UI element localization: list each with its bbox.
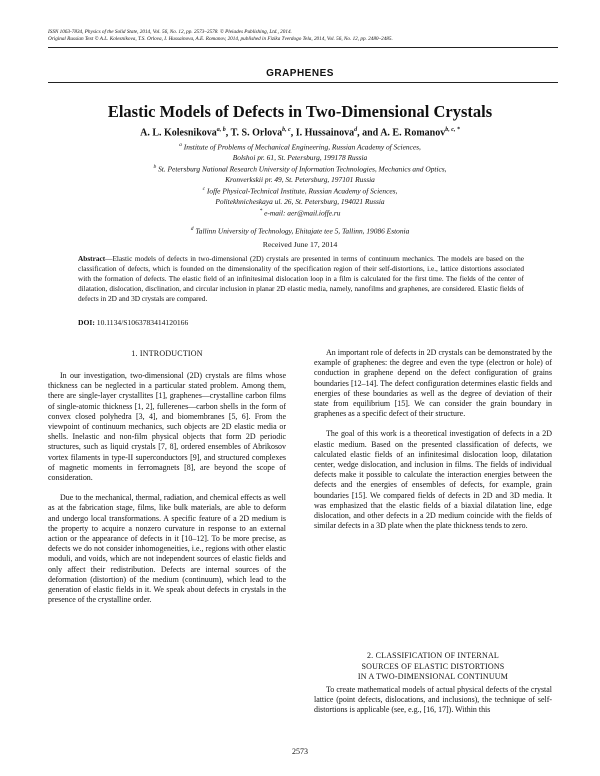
paragraph: An important role of defects in 2D crystals can be demonstrated by the example of graphenes: the degree and even the type (electron or hole) of conduction in graphene depend on the defect configuration of grains boundaries [12–14]. The defect configuration determines elastic fields and energies of these boundaries as well as the degree of deviation of their state from equilibrium [15]. We can consider the grain boundary in graphenes as a specific defect of their structure. [314, 348, 552, 419]
heading-line: 2. CLASSIFICATION OF INTERNAL [366, 651, 500, 660]
paragraph: Due to the mechanical, thermal, radiation, and chemical effects as well as at the fabrication stage, films, like bulk materials, are able to deform and undergo local transformations. A specific feature of a 2D medium is the property to acquire a nonzero curvature in response to an external action or the appearance of defects in it [10–12]. To be more precise, as defects we do not consider inhomogeneities, i.e., regions with other elastic moduli, and voids, which are not independent sources of elastic fields and only affect their redistribution. Defects are internal sources of the deformation (distortion) of the medium (continuum), which lead to the generation of elastic fields in it. We speak about defects in crystals in the presence of the crystalline order. [48, 493, 286, 605]
heading-line: IN A TWO-DIMENSIONAL CONTINUUM [357, 672, 509, 681]
journal-header-line-2: Original Russian Text © A.L. Kolesnikova, T.S. Orlova, I. Hussainova, A.E. Romanov, 2014, published in Fizika Tverdogo Tela, 2014, Vol. 56, No. 12, pp. 2480–2485. [48, 36, 393, 42]
header-rule [48, 47, 558, 48]
author-affiliation-marker: a, b [216, 127, 226, 133]
right-column-bottom [314, 685, 552, 716]
section-tag: GRAPHENES [266, 68, 334, 79]
email-address: e-mail: aer@mail.ioffe.ru [264, 208, 341, 218]
affiliation-c [0, 184, 600, 207]
affiliation-line: Institute of Problems of Mechanical Engineering, Russian Academy of Sciences, [183, 142, 421, 152]
journal-header-line-1: ISSN 1063-7834, Physics of the Solid State, 2014, Vol. 56, No. 12, pp. 2573–2578. © Pleiades Publishing, Ltd., 2014. [48, 29, 292, 35]
section2-heading [314, 651, 552, 683]
doi-label: DOI: [78, 318, 95, 327]
affiliation-b [0, 162, 600, 185]
affiliation-marker: b [153, 164, 157, 170]
author-name: A. E. Romanov [380, 127, 446, 139]
affiliation-marker: * [259, 208, 263, 214]
doi [78, 318, 188, 327]
right-column-top [314, 348, 552, 531]
affiliation-line: Tallinn University of Technology, Ehitajate tee 5, Tallinn, 19086 Estonia [195, 226, 410, 236]
paragraph: In our investigation, two-dimensional (2D) crystals are films whose thickness can be neglected in a particular stated problem. Among them, there are single-layer crystallites [1], graphenes—crystalline carbon films of single-atomic thickness [1, 2], fullerenes—carbon shells in the form of convex closed polyhedra [3, 4], and biomembranes [5, 6]. From the viewpoint of continuum mechanics, such objects are 2D elastic media or shells. Inelastic and non-film physical objects that form 2D periodic structures, such as liquid crystals [7, 8], ordered ensembles of Abrikosov vortex filaments in type-II superconductors [9], and structured complexes of magnetic moments in ferromagnets [8], are beyond the scope of consideration. [48, 371, 286, 483]
affiliation-line: St. Petersburg National Research University of Information Technologies, Mechanics and Optics, [158, 164, 447, 174]
author-name: A. L. Kolesnikova [140, 127, 217, 139]
section-rule [48, 82, 558, 83]
abstract [78, 254, 524, 304]
affiliation-line: Politekhnicheskaya ul. 26, St. Petersburg, 194021 Russia [215, 196, 385, 206]
received-date: Received June 17, 2014 [262, 240, 338, 249]
abstract-label: Abstract [78, 254, 106, 263]
author-name: I. Hussainova [295, 127, 355, 139]
affiliation-line: Bolshoi pr. 61, St. Petersburg, 199178 Russia [232, 152, 368, 162]
affiliation-d [0, 224, 600, 237]
author-separator: , [225, 127, 231, 139]
author-affiliation-marker: d [354, 127, 358, 133]
paper-title: Elastic Models of Defects in Two-Dimensional Crystals [107, 102, 493, 121]
author-list [0, 127, 600, 138]
affiliation-marker: c [202, 186, 206, 192]
author-affiliation-marker: b, c [282, 127, 291, 133]
author-separator: , and [357, 127, 381, 139]
page-number: 2573 [292, 747, 308, 756]
doi-value: 10.1134/S1063783414120166 [96, 318, 189, 327]
affiliation-email [0, 206, 600, 219]
abstract-text: —Elastic models of defects in two-dimensional (2D) crystals are presented in terms of continuum mechanics. The models are based on the classification of defects, which is founded on the dimensionality of the specification region of their self-distortions, i.e., lattice distortions associated with the formation of defects. The elastic field of an infinitesimal dislocation loop in a film is calculated for the first time. The fields of the center of dilatation, dislocation, disclination, and circular inclusion in planar 2D elastic media, namely, nanofilms and graphenes, are considered. Elastic fields of defects in 2D and 3D crystals are compared. [78, 254, 524, 304]
left-column [48, 371, 286, 605]
author-separator: , [290, 127, 296, 139]
affiliation-marker: d [190, 226, 194, 232]
affiliation-line: Kronverkskii pr. 49, St. Petersburg, 197101 Russia [225, 174, 375, 184]
author-name: T. S. Orlova [230, 127, 283, 139]
author-affiliation-marker: b, c, * [445, 127, 460, 133]
heading-line: SOURCES OF ELASTIC DISTORTIONS [361, 661, 505, 671]
paragraph: To create mathematical models of actual physical defects of the crystal lattice (point defects, dislocations, and inclusions), the technique of self-distortions is applicable (see, e.g., [16, 17]). Within this [314, 685, 552, 715]
affiliation-marker: a [179, 142, 182, 148]
affiliation-line: Ioffe Physical-Technical Institute, Russian Academy of Sciences, [206, 186, 398, 196]
paragraph: The goal of this work is a theoretical investigation of defects in a 2D elastic medium. Based on the presented classification of defects, we calculated elastic fields of an infinitesimal dislocation loop, dilatation center, wedge dislocation, and inclusion in films. The fields of individual defects make it possible to calculate the interaction energies between the defects and the energies of ensembles of defects, for example, grain boundaries [15]. We compared fields of defects in 2D and 3D media. It was emphasized that the elastic fields of a biaxial dilatation line, edge dislocation, and other defects in a 2D medium coincide with the fields of similar defects in a 3D plate when the plate thickness tends to zero. [314, 429, 552, 531]
intro-heading: 1. INTRODUCTION [131, 349, 203, 358]
affiliation-a [0, 140, 600, 163]
